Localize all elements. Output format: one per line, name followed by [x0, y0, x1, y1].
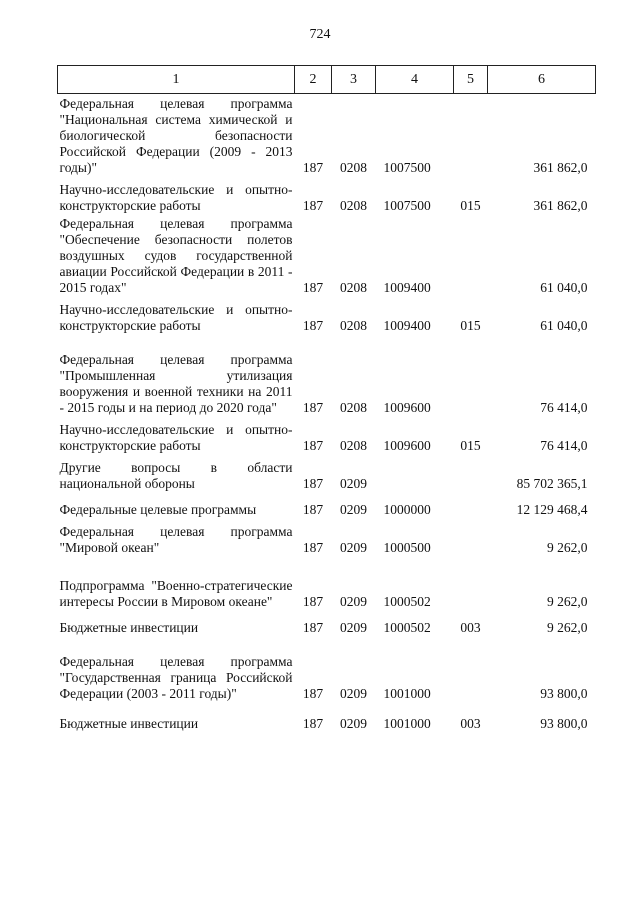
- row-name: Научно-исследовательские и опытно-конструкторские работы: [59, 181, 293, 213]
- row-ministry-code: 187: [302, 159, 324, 175]
- row-amount: 93 800,0: [540, 715, 588, 731]
- row-section-code: 0209: [340, 475, 367, 491]
- row-target-code: 1009600: [383, 399, 431, 415]
- row-name: Федеральная целевая программа "Мировой океан": [59, 523, 293, 555]
- row-name: Бюджетные инвестиции: [59, 619, 199, 635]
- row-expense-type: [454, 214, 488, 296]
- row-ministry-code: 187: [302, 593, 324, 609]
- row-section-code: 0208: [340, 279, 367, 295]
- row-amount: 61 040,0: [540, 279, 588, 295]
- row-target-code: 1009400: [383, 279, 431, 295]
- row-target-code: 1000000: [383, 501, 431, 517]
- row-section-code: 0208: [340, 437, 367, 453]
- row-amount: 9 262,0: [547, 619, 588, 635]
- row-expense-type: [454, 454, 488, 492]
- row-expense-type: 015: [460, 437, 481, 453]
- row-ministry-code: 187: [302, 685, 324, 701]
- row-amount: 361 862,0: [533, 159, 588, 175]
- row-ministry-code: 187: [302, 399, 324, 415]
- row-name: Федеральная целевая программа "Промышленная утилизация вооружения и военной техники на 2011 - 2015 годы и на период до 2020 года": [59, 351, 293, 415]
- row-ministry-code: 187: [302, 437, 324, 453]
- row-expense-type: 015: [460, 317, 481, 333]
- row-section-code: 0208: [340, 197, 367, 213]
- table-row: [58, 610, 596, 636]
- row-section-code: 0208: [340, 159, 367, 175]
- row-target-code: [376, 454, 454, 492]
- row-target-code: 1007500: [383, 197, 431, 213]
- row-target-code: 1000502: [383, 593, 431, 609]
- row-amount: 12 129 468,4: [516, 501, 588, 517]
- row-ministry-code: 187: [302, 197, 324, 213]
- table-row: [58, 636, 596, 702]
- table-row: [58, 334, 596, 416]
- table-row: [58, 94, 596, 176]
- row-section-code: 0209: [340, 715, 367, 731]
- budget-table: [57, 65, 596, 732]
- row-target-code: 1001000: [383, 715, 431, 731]
- row-ministry-code: 187: [302, 317, 324, 333]
- table-row: [58, 702, 596, 732]
- row-target-code: 1000500: [383, 539, 431, 555]
- row-expense-type: 015: [460, 197, 481, 213]
- row-name: Бюджетные инвестиции: [59, 715, 199, 731]
- row-section-code: 0209: [340, 593, 367, 609]
- column-header-1: 1: [58, 66, 295, 94]
- row-expense-type: 003: [460, 619, 481, 635]
- row-section-code: 0209: [340, 685, 367, 701]
- row-expense-type: 003: [460, 715, 481, 731]
- row-section-code: 0209: [340, 539, 367, 555]
- row-name: Научно-исследовательские и опытно-конструкторские работы: [59, 301, 293, 333]
- table-row: [58, 176, 596, 214]
- row-amount: 76 414,0: [540, 399, 588, 415]
- row-expense-type: [454, 556, 488, 610]
- row-ministry-code: 187: [302, 619, 324, 635]
- column-header-4: 4: [376, 66, 454, 94]
- row-expense-type: [454, 334, 488, 416]
- row-name: Федеральные целевые программы: [59, 501, 257, 517]
- row-section-code: 0209: [340, 619, 367, 635]
- table-row: [58, 518, 596, 556]
- column-header-3: 3: [332, 66, 376, 94]
- row-target-code: 1009400: [383, 317, 431, 333]
- row-expense-type: [454, 492, 488, 518]
- row-ministry-code: 187: [302, 539, 324, 555]
- row-ministry-code: 187: [302, 475, 324, 491]
- row-amount: 93 800,0: [540, 685, 588, 701]
- row-name: Федеральная целевая программа "Национальная система химической и биологической безопасности Российской Федерации (2009 - 2013 годы)": [59, 95, 293, 175]
- row-ministry-code: 187: [302, 279, 324, 295]
- row-amount: 9 262,0: [547, 539, 588, 555]
- row-expense-type: [454, 636, 488, 702]
- row-amount: 61 040,0: [540, 317, 588, 333]
- row-ministry-code: 187: [302, 715, 324, 731]
- table-row: [58, 214, 596, 296]
- row-name: Научно-исследовательские и опытно-конструкторские работы: [59, 421, 293, 453]
- row-ministry-code: 187: [302, 501, 324, 517]
- row-amount: 9 262,0: [547, 593, 588, 609]
- table-row: [58, 416, 596, 454]
- row-target-code: 1000502: [383, 619, 431, 635]
- row-name: Другие вопросы в области национальной обороны: [59, 459, 293, 491]
- row-section-code: 0208: [340, 399, 367, 415]
- row-amount: 361 862,0: [533, 197, 588, 213]
- table-row: [58, 296, 596, 334]
- table-row: [58, 556, 596, 610]
- row-expense-type: [454, 94, 488, 176]
- row-name: Подпрограмма "Военно-стратегические интересы России в Мировом океане": [59, 577, 293, 609]
- row-section-code: 0209: [340, 501, 367, 517]
- row-target-code: 1007500: [383, 159, 431, 175]
- row-target-code: 1001000: [383, 685, 431, 701]
- column-header-2: 2: [295, 66, 332, 94]
- row-amount: 85 702 365,1: [516, 475, 588, 491]
- table-row: [58, 492, 596, 518]
- row-target-code: 1009600: [383, 437, 431, 453]
- row-expense-type: [454, 518, 488, 556]
- column-header-6: 6: [488, 66, 596, 94]
- row-amount: 76 414,0: [540, 437, 588, 453]
- column-header-5: 5: [454, 66, 488, 94]
- table-body: [58, 94, 596, 732]
- table-header-row: [58, 66, 596, 94]
- table-row: [58, 454, 596, 492]
- row-section-code: 0208: [340, 317, 367, 333]
- row-name: Федеральная целевая программа "Государственная граница Российской Федерации (2003 - 2011 годы)": [59, 653, 293, 701]
- row-name: Федеральная целевая программа "Обеспечение безопасности полетов воздушных судов государственной авиации Российской Федерации в 2011 - 2015 годах": [59, 215, 293, 295]
- page-number: 724: [309, 27, 331, 42]
